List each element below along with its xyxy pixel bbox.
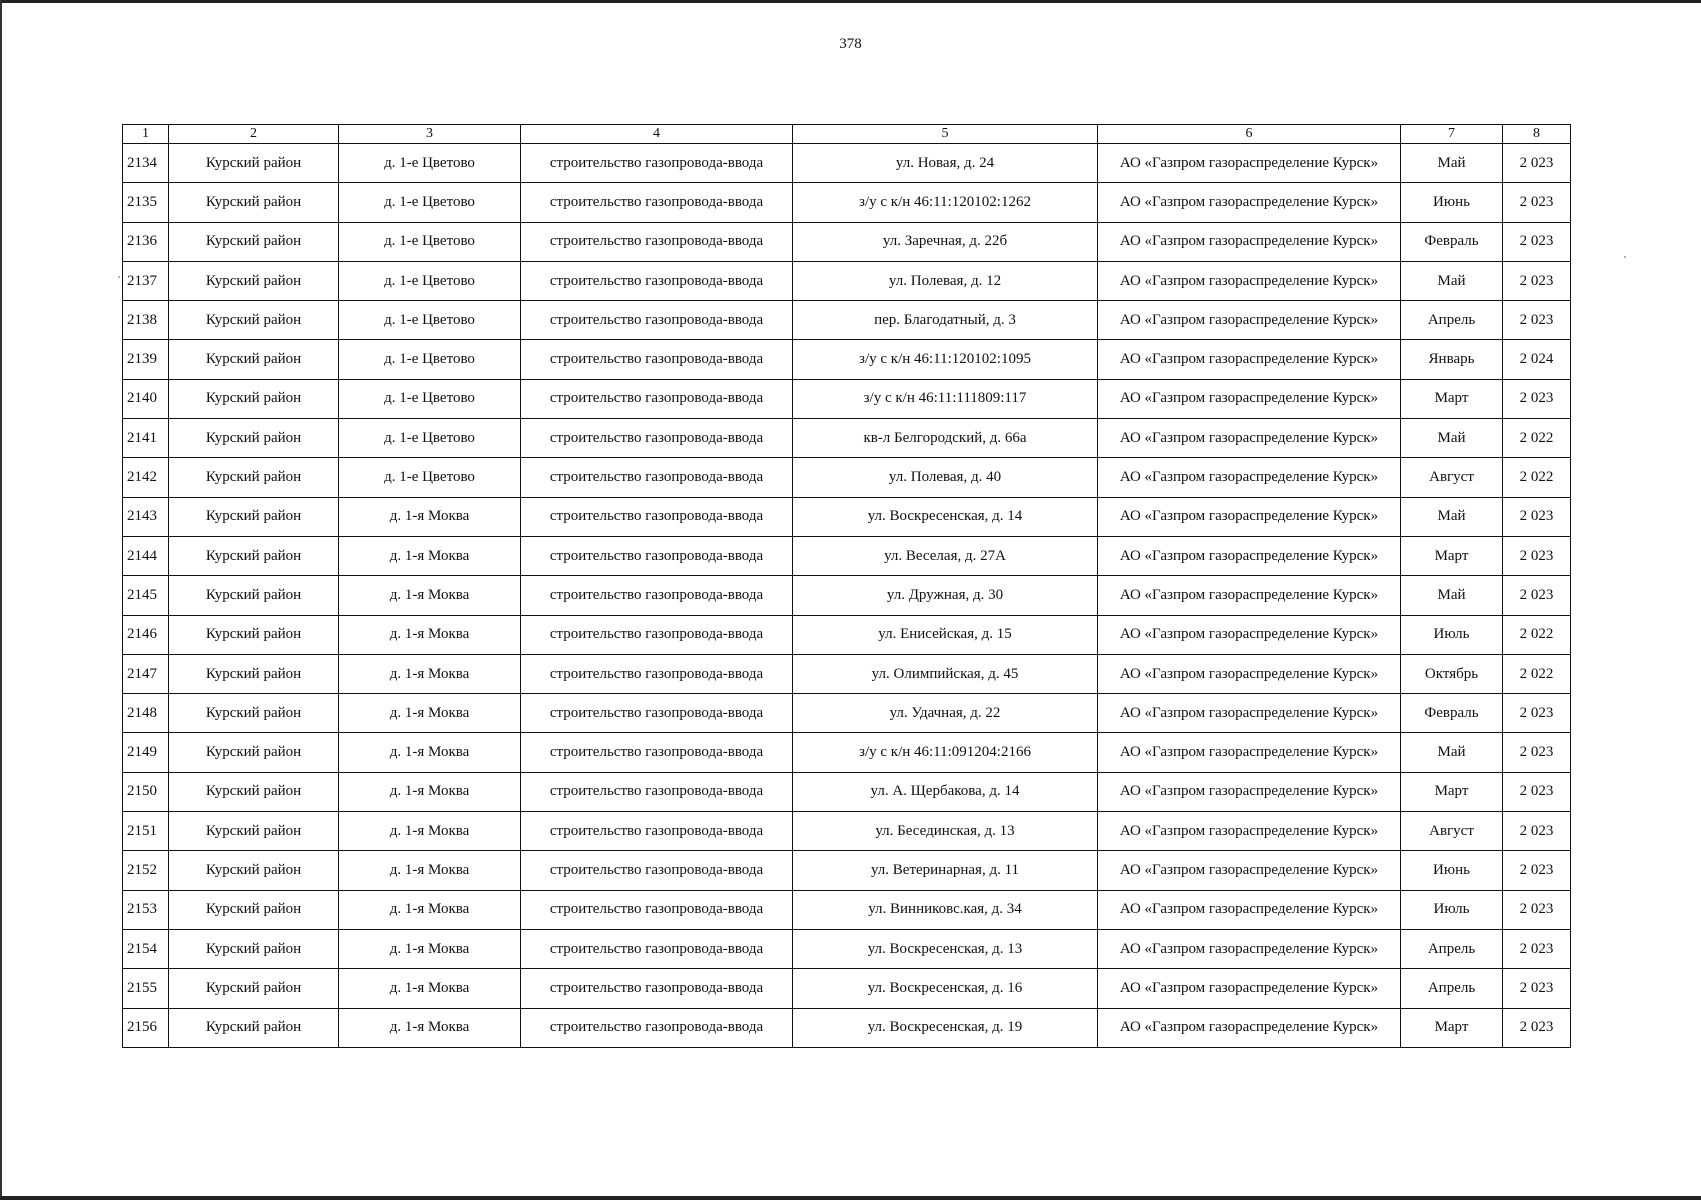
row-number-cell: 2148: [123, 694, 169, 733]
year-cell: 2 023: [1503, 812, 1571, 851]
settlement-cell: д. 1-е Цветово: [339, 379, 521, 418]
year-cell: 2 024: [1503, 340, 1571, 379]
month-cell: Апрель: [1401, 301, 1503, 340]
settlement-cell: д. 1-я Моква: [339, 772, 521, 811]
settlement-cell: д. 1-я Моква: [339, 851, 521, 890]
organization-cell: АО «Газпром газораспределение Курск»: [1098, 654, 1401, 693]
work-type-cell: строительство газопровода-ввода: [521, 340, 793, 379]
register-table: [122, 124, 1571, 1048]
work-type-cell: строительство газопровода-ввода: [521, 615, 793, 654]
month-cell: Апрель: [1401, 969, 1503, 1008]
row-number-cell: 2142: [123, 458, 169, 497]
year-cell: 2 023: [1503, 183, 1571, 222]
organization-cell: АО «Газпром газораспределение Курск»: [1098, 536, 1401, 575]
organization-cell: АО «Газпром газораспределение Курск»: [1098, 1008, 1401, 1047]
district-cell: Курский район: [169, 694, 339, 733]
scan-border-left: [0, 0, 2, 1200]
column-header: 5: [793, 125, 1098, 144]
month-cell: Февраль: [1401, 694, 1503, 733]
district-cell: Курский район: [169, 379, 339, 418]
organization-cell: АО «Газпром газораспределение Курск»: [1098, 458, 1401, 497]
organization-cell: АО «Газпром газораспределение Курск»: [1098, 497, 1401, 536]
table-row: [123, 812, 1571, 851]
month-cell: Июнь: [1401, 851, 1503, 890]
year-cell: 2 023: [1503, 379, 1571, 418]
address-cell: ул. Полевая, д. 12: [793, 261, 1098, 300]
address-cell: ул. Новая, д. 24: [793, 144, 1098, 183]
organization-cell: АО «Газпром газораспределение Курск»: [1098, 694, 1401, 733]
year-cell: 2 023: [1503, 694, 1571, 733]
address-cell: ул. Ветеринарная, д. 11: [793, 851, 1098, 890]
address-cell: ул. Заречная, д. 22б: [793, 222, 1098, 261]
month-cell: Июнь: [1401, 183, 1503, 222]
column-header: 8: [1503, 125, 1571, 144]
organization-cell: АО «Газпром газораспределение Курск»: [1098, 890, 1401, 929]
table-row: [123, 1008, 1571, 1047]
year-cell: 2 023: [1503, 851, 1571, 890]
row-number-cell: 2156: [123, 1008, 169, 1047]
table-body: [123, 144, 1571, 1048]
year-cell: 2 023: [1503, 144, 1571, 183]
organization-cell: АО «Газпром газораспределение Курск»: [1098, 340, 1401, 379]
address-cell: ул. Дружная, д. 30: [793, 576, 1098, 615]
address-cell: ул. Винниковс.кая, д. 34: [793, 890, 1098, 929]
district-cell: Курский район: [169, 969, 339, 1008]
settlement-cell: д. 1-е Цветово: [339, 144, 521, 183]
organization-cell: АО «Газпром газораспределение Курск»: [1098, 733, 1401, 772]
work-type-cell: строительство газопровода-ввода: [521, 183, 793, 222]
row-number-cell: 2138: [123, 301, 169, 340]
organization-cell: АО «Газпром газораспределение Курск»: [1098, 576, 1401, 615]
work-type-cell: строительство газопровода-ввода: [521, 694, 793, 733]
settlement-cell: д. 1-я Моква: [339, 890, 521, 929]
row-number-cell: 2147: [123, 654, 169, 693]
district-cell: Курский район: [169, 851, 339, 890]
work-type-cell: строительство газопровода-ввода: [521, 222, 793, 261]
address-cell: кв-л Белгородский, д. 66а: [793, 419, 1098, 458]
table-row: [123, 261, 1571, 300]
settlement-cell: д. 1-я Моква: [339, 615, 521, 654]
organization-cell: АО «Газпром газораспределение Курск»: [1098, 851, 1401, 890]
year-cell: 2 023: [1503, 497, 1571, 536]
month-cell: Май: [1401, 144, 1503, 183]
table-row: [123, 851, 1571, 890]
column-header: 2: [169, 125, 339, 144]
address-cell: ул. Удачная, д. 22: [793, 694, 1098, 733]
month-cell: Апрель: [1401, 929, 1503, 968]
year-cell: 2 023: [1503, 536, 1571, 575]
settlement-cell: д. 1-я Моква: [339, 929, 521, 968]
address-cell: ул. Веселая, д. 27А: [793, 536, 1098, 575]
district-cell: Курский район: [169, 340, 339, 379]
row-number-cell: 2153: [123, 890, 169, 929]
month-cell: Август: [1401, 458, 1503, 497]
settlement-cell: д. 1-е Цветово: [339, 301, 521, 340]
row-number-cell: 2136: [123, 222, 169, 261]
table-row: [123, 654, 1571, 693]
address-cell: з/у с к/н 46:11:120102:1262: [793, 183, 1098, 222]
address-cell: з/у с к/н 46:11:120102:1095: [793, 340, 1098, 379]
address-cell: ул. Воскресенская, д. 19: [793, 1008, 1098, 1047]
settlement-cell: д. 1-я Моква: [339, 969, 521, 1008]
work-type-cell: строительство газопровода-ввода: [521, 536, 793, 575]
year-cell: 2 022: [1503, 458, 1571, 497]
organization-cell: АО «Газпром газораспределение Курск»: [1098, 812, 1401, 851]
row-number-cell: 2154: [123, 929, 169, 968]
work-type-cell: строительство газопровода-ввода: [521, 812, 793, 851]
settlement-cell: д. 1-я Моква: [339, 1008, 521, 1047]
settlement-cell: д. 1-я Моква: [339, 694, 521, 733]
work-type-cell: строительство газопровода-ввода: [521, 890, 793, 929]
district-cell: Курский район: [169, 183, 339, 222]
address-cell: ул. Воскресенская, д. 16: [793, 969, 1098, 1008]
table-row: [123, 497, 1571, 536]
row-number-cell: 2139: [123, 340, 169, 379]
address-cell: з/у с к/н 46:11:091204:2166: [793, 733, 1098, 772]
month-cell: Август: [1401, 812, 1503, 851]
year-cell: 2 023: [1503, 261, 1571, 300]
district-cell: Курский район: [169, 458, 339, 497]
district-cell: Курский район: [169, 222, 339, 261]
year-cell: 2 023: [1503, 890, 1571, 929]
table-row: [123, 419, 1571, 458]
year-cell: 2 023: [1503, 576, 1571, 615]
column-header: 6: [1098, 125, 1401, 144]
district-cell: Курский район: [169, 576, 339, 615]
row-number-cell: 2140: [123, 379, 169, 418]
work-type-cell: строительство газопровода-ввода: [521, 419, 793, 458]
work-type-cell: строительство газопровода-ввода: [521, 772, 793, 811]
row-number-cell: 2137: [123, 261, 169, 300]
work-type-cell: строительство газопровода-ввода: [521, 261, 793, 300]
address-cell: ул. Бесединская, д. 13: [793, 812, 1098, 851]
month-cell: Май: [1401, 576, 1503, 615]
district-cell: Курский район: [169, 772, 339, 811]
address-cell: ул. Олимпийская, д. 45: [793, 654, 1098, 693]
settlement-cell: д. 1-я Моква: [339, 497, 521, 536]
work-type-cell: строительство газопровода-ввода: [521, 301, 793, 340]
month-cell: Март: [1401, 772, 1503, 811]
district-cell: Курский район: [169, 654, 339, 693]
work-type-cell: строительство газопровода-ввода: [521, 733, 793, 772]
address-cell: ул. Полевая, д. 40: [793, 458, 1098, 497]
district-cell: Курский район: [169, 890, 339, 929]
table-row: [123, 733, 1571, 772]
work-type-cell: строительство газопровода-ввода: [521, 654, 793, 693]
settlement-cell: д. 1-е Цветово: [339, 419, 521, 458]
month-cell: Март: [1401, 379, 1503, 418]
year-cell: 2 023: [1503, 222, 1571, 261]
table-row: [123, 183, 1571, 222]
district-cell: Курский район: [169, 301, 339, 340]
settlement-cell: д. 1-е Цветово: [339, 458, 521, 497]
table-row: [123, 222, 1571, 261]
settlement-cell: д. 1-я Моква: [339, 812, 521, 851]
settlement-cell: д. 1-я Моква: [339, 576, 521, 615]
work-type-cell: строительство газопровода-ввода: [521, 497, 793, 536]
table-row: [123, 144, 1571, 183]
organization-cell: АО «Газпром газораспределение Курск»: [1098, 144, 1401, 183]
year-cell: 2 022: [1503, 654, 1571, 693]
month-cell: Май: [1401, 419, 1503, 458]
work-type-cell: строительство газопровода-ввода: [521, 379, 793, 418]
work-type-cell: строительство газопровода-ввода: [521, 1008, 793, 1047]
district-cell: Курский район: [169, 929, 339, 968]
settlement-cell: д. 1-е Цветово: [339, 340, 521, 379]
table-row: [123, 340, 1571, 379]
column-header: 7: [1401, 125, 1503, 144]
work-type-cell: строительство газопровода-ввода: [521, 969, 793, 1008]
row-number-cell: 2143: [123, 497, 169, 536]
district-cell: Курский район: [169, 261, 339, 300]
table-row: [123, 615, 1571, 654]
month-cell: Июль: [1401, 890, 1503, 929]
district-cell: Курский район: [169, 1008, 339, 1047]
row-number-cell: 2135: [123, 183, 169, 222]
organization-cell: АО «Газпром газораспределение Курск»: [1098, 183, 1401, 222]
address-cell: пер. Благодатный, д. 3: [793, 301, 1098, 340]
district-cell: Курский район: [169, 733, 339, 772]
settlement-cell: д. 1-е Цветово: [339, 222, 521, 261]
page-number: 378: [839, 36, 862, 52]
settlement-cell: д. 1-я Моква: [339, 654, 521, 693]
column-header: 3: [339, 125, 521, 144]
work-type-cell: строительство газопровода-ввода: [521, 851, 793, 890]
month-cell: Июль: [1401, 615, 1503, 654]
table-row: [123, 301, 1571, 340]
organization-cell: АО «Газпром газораспределение Курск»: [1098, 301, 1401, 340]
month-cell: Март: [1401, 1008, 1503, 1047]
work-type-cell: строительство газопровода-ввода: [521, 458, 793, 497]
district-cell: Курский район: [169, 497, 339, 536]
organization-cell: АО «Газпром газораспределение Курск»: [1098, 379, 1401, 418]
row-number-cell: 2144: [123, 536, 169, 575]
row-number-cell: 2151: [123, 812, 169, 851]
organization-cell: АО «Газпром газораспределение Курск»: [1098, 419, 1401, 458]
address-cell: з/у с к/н 46:11:111809:117: [793, 379, 1098, 418]
row-number-cell: 2145: [123, 576, 169, 615]
table-row: [123, 576, 1571, 615]
header-row: [123, 125, 1571, 144]
month-cell: Март: [1401, 536, 1503, 575]
row-number-cell: 2134: [123, 144, 169, 183]
column-header: 1: [123, 125, 169, 144]
settlement-cell: д. 1-я Моква: [339, 733, 521, 772]
row-number-cell: 2146: [123, 615, 169, 654]
year-cell: 2 023: [1503, 301, 1571, 340]
row-number-cell: 2150: [123, 772, 169, 811]
work-type-cell: строительство газопровода-ввода: [521, 929, 793, 968]
table-row: [123, 694, 1571, 733]
month-cell: Май: [1401, 261, 1503, 300]
year-cell: 2 023: [1503, 772, 1571, 811]
organization-cell: АО «Газпром газораспределение Курск»: [1098, 929, 1401, 968]
month-cell: Май: [1401, 733, 1503, 772]
scan-border-bottom: [0, 1196, 1701, 1200]
table-row: [123, 772, 1571, 811]
year-cell: 2 023: [1503, 929, 1571, 968]
year-cell: 2 023: [1503, 733, 1571, 772]
row-number-cell: 2149: [123, 733, 169, 772]
district-cell: Курский район: [169, 144, 339, 183]
year-cell: 2 022: [1503, 615, 1571, 654]
scan-speck: [1624, 256, 1626, 258]
month-cell: Январь: [1401, 340, 1503, 379]
month-cell: Май: [1401, 497, 1503, 536]
address-cell: ул. Воскресенская, д. 13: [793, 929, 1098, 968]
scan-border-top: [0, 0, 1701, 3]
table-row: [123, 458, 1571, 497]
table-row: [123, 929, 1571, 968]
district-cell: Курский район: [169, 419, 339, 458]
address-cell: ул. Воскресенская, д. 14: [793, 497, 1098, 536]
district-cell: Курский район: [169, 812, 339, 851]
work-type-cell: строительство газопровода-ввода: [521, 144, 793, 183]
organization-cell: АО «Газпром газораспределение Курск»: [1098, 261, 1401, 300]
table-row: [123, 890, 1571, 929]
organization-cell: АО «Газпром газораспределение Курск»: [1098, 969, 1401, 1008]
year-cell: 2 022: [1503, 419, 1571, 458]
organization-cell: АО «Газпром газораспределение Курск»: [1098, 772, 1401, 811]
settlement-cell: д. 1-е Цветово: [339, 183, 521, 222]
year-cell: 2 023: [1503, 1008, 1571, 1047]
settlement-cell: д. 1-е Цветово: [339, 261, 521, 300]
district-cell: Курский район: [169, 615, 339, 654]
row-number-cell: 2141: [123, 419, 169, 458]
column-header: 4: [521, 125, 793, 144]
work-type-cell: строительство газопровода-ввода: [521, 576, 793, 615]
scan-speck: [118, 276, 120, 278]
year-cell: 2 023: [1503, 969, 1571, 1008]
month-cell: Февраль: [1401, 222, 1503, 261]
address-cell: ул. А. Щербакова, д. 14: [793, 772, 1098, 811]
table-row: [123, 379, 1571, 418]
row-number-cell: 2152: [123, 851, 169, 890]
table-row: [123, 969, 1571, 1008]
organization-cell: АО «Газпром газораспределение Курск»: [1098, 222, 1401, 261]
row-number-cell: 2155: [123, 969, 169, 1008]
settlement-cell: д. 1-я Моква: [339, 536, 521, 575]
organization-cell: АО «Газпром газораспределение Курск»: [1098, 615, 1401, 654]
district-cell: Курский район: [169, 536, 339, 575]
address-cell: ул. Енисейская, д. 15: [793, 615, 1098, 654]
month-cell: Октябрь: [1401, 654, 1503, 693]
table-row: [123, 536, 1571, 575]
